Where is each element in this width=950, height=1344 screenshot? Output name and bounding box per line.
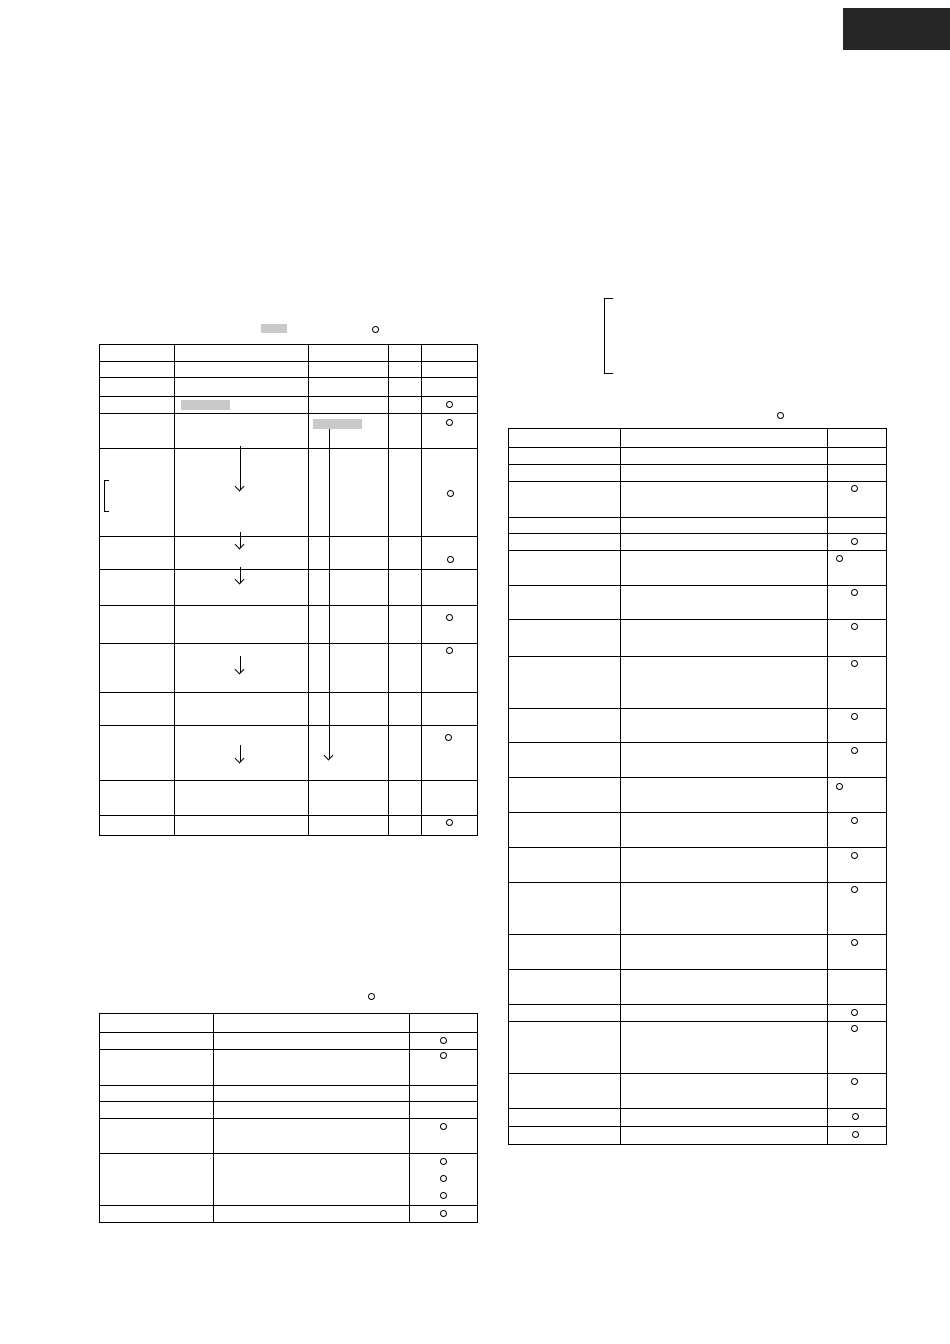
table-row (100, 644, 478, 693)
table-row (100, 1102, 478, 1119)
table-row (100, 1014, 478, 1033)
table-row (509, 657, 887, 709)
table-row (509, 1127, 887, 1145)
table-row (100, 1119, 478, 1154)
bracket-mark (604, 298, 613, 374)
table-row (509, 935, 887, 970)
circle-mark-icon (440, 1192, 447, 1199)
circle-mark-icon (446, 401, 453, 408)
highlight-block (313, 419, 362, 429)
legend-circle-icon (777, 412, 784, 419)
table-row (100, 693, 478, 726)
table-row (100, 816, 478, 836)
table-row (100, 1206, 478, 1223)
legend-highlight-swatch (261, 324, 287, 333)
table-row (509, 1109, 887, 1127)
circle-mark-icon (446, 614, 453, 621)
circle-mark-icon (852, 1113, 859, 1120)
table-row (100, 397, 478, 414)
circle-mark-icon (851, 817, 858, 824)
table-row (509, 1022, 887, 1074)
circle-mark-icon (851, 1078, 858, 1085)
circle-mark-icon (836, 783, 843, 790)
table-row (509, 534, 887, 551)
table-3 (508, 428, 887, 1145)
circle-mark-icon (440, 1123, 447, 1130)
table-row (509, 620, 887, 657)
table-row (100, 1086, 478, 1102)
bracket-mark (104, 480, 109, 512)
table-row (100, 726, 478, 781)
circle-mark-icon (447, 556, 454, 563)
circle-mark-icon (446, 419, 453, 426)
circle-mark-icon (851, 886, 858, 893)
table-row (100, 1154, 478, 1206)
circle-mark-icon (836, 555, 843, 562)
highlight-block (181, 400, 230, 410)
circle-mark-icon (445, 734, 452, 741)
circle-mark-icon (851, 485, 858, 492)
circle-mark-icon (440, 1210, 447, 1217)
circle-mark-icon (446, 647, 453, 654)
table-row (100, 449, 478, 537)
table-row (100, 606, 478, 644)
table-row (100, 345, 478, 362)
table-row (100, 414, 478, 449)
table-row (509, 743, 887, 778)
circle-mark-icon (440, 1052, 447, 1059)
table-row (100, 378, 478, 397)
table-row (100, 570, 478, 606)
legend-circle-icon (372, 326, 379, 333)
table-row (509, 883, 887, 935)
circle-mark-icon (446, 819, 453, 826)
table-row (509, 551, 887, 586)
circle-mark-icon (852, 1131, 859, 1138)
circle-mark-icon (851, 1025, 858, 1032)
circle-mark-icon (851, 852, 858, 859)
legend-circle-icon (368, 993, 375, 1000)
table-row (509, 448, 887, 465)
table-row (509, 778, 887, 813)
table-row (509, 586, 887, 620)
table-row (509, 813, 887, 848)
circle-mark-icon (440, 1158, 447, 1165)
table-row (100, 1050, 478, 1086)
table-row (509, 465, 887, 482)
circle-mark-icon (851, 1009, 858, 1016)
circle-mark-icon (440, 1037, 447, 1044)
table-row (509, 709, 887, 743)
table-row (509, 1074, 887, 1109)
table-row (509, 848, 887, 883)
table-2 (99, 1013, 478, 1223)
table-row (100, 781, 478, 816)
circle-mark-icon (440, 1175, 447, 1182)
circle-mark-icon (851, 623, 858, 630)
section-tab (843, 8, 950, 50)
table-row (509, 482, 887, 518)
circle-mark-icon (447, 490, 454, 497)
circle-mark-icon (851, 939, 858, 946)
table-row (509, 970, 887, 1005)
circle-mark-icon (851, 713, 858, 720)
circle-mark-icon (851, 538, 858, 545)
table-row (509, 429, 887, 448)
table-row (100, 362, 478, 378)
circle-mark-icon (851, 589, 858, 596)
flow-line (329, 429, 330, 759)
table-row (509, 1005, 887, 1022)
table-row (100, 537, 478, 570)
table-row (100, 1033, 478, 1050)
circle-mark-icon (851, 660, 858, 667)
table-row (509, 518, 887, 534)
circle-mark-icon (851, 747, 858, 754)
table-1 (99, 344, 478, 836)
